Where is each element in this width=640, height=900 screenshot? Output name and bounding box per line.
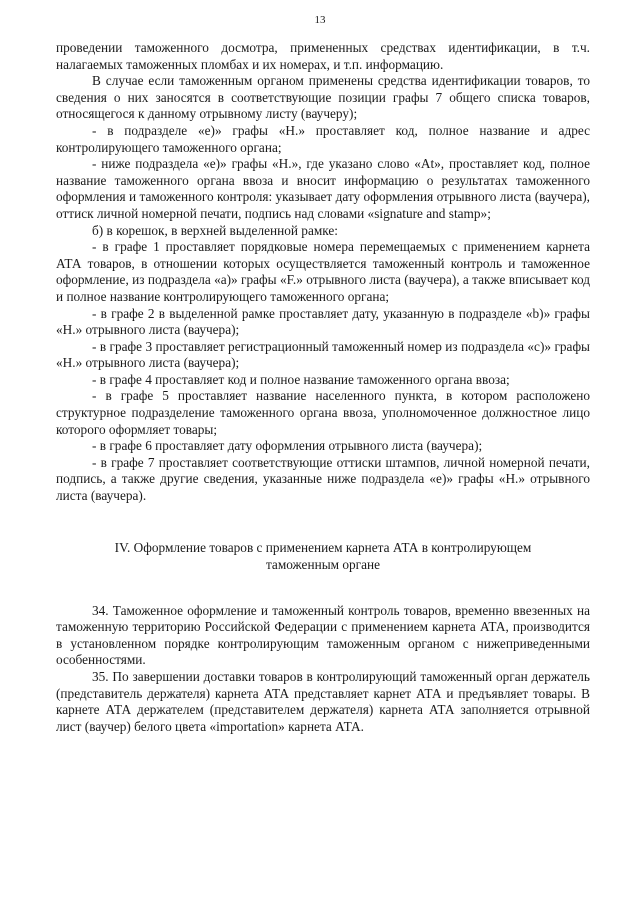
document-body <box>56 40 590 735</box>
paragraph: В случае если таможенным органом применены средства идентификации товаров, то сведения о них заносятся в соответствующие позиции графы 7 общего списка товаров, относящегося к данному отрывному листу (ваучеру); <box>56 73 590 122</box>
paragraph: - в графе 7 проставляет соответствующие оттиски штампов, личной номерной печати, подпись, а также другие сведения, указанные ниже подраздела «e)» графы «H.» отрывного листа (ваучера). <box>56 454 590 504</box>
section-heading-line: IV. Оформление товаров с применением карнета АТА в контролирующем <box>114 539 532 555</box>
numbered-paragraph: 34. Таможенное оформление и таможенный контроль товаров, временно ввезенных на таможенную территорию Российской Федерации с применением карнета АТА, производится в установленном порядке контролирующим таможенным органом с нижеприведенными особенностями. <box>56 602 590 668</box>
paragraph: б) в корешок, в верхней выделенной рамке: <box>92 222 338 238</box>
paragraph: - в графе 1 проставляет порядковые номера перемещаемых с применением карнета АТА товаров, в отношении которых осуществляется таможенный контроль и таможенное оформление, из подраздела «а)» графы «F.» отрывного листа (ваучера), а также вписывает код и полное название контролирующего таможенного органа; <box>56 239 590 304</box>
paragraph: - в графе 4 проставляет код и полное название таможенного органа ввоза; <box>92 371 510 387</box>
page-number: 13 <box>314 14 326 26</box>
paragraph: - в графе 6 проставляет дату оформления отрывного листа (ваучера); <box>92 438 483 454</box>
paragraph: - в подразделе «e)» графы «H.» проставляет код, полное название и адрес контролирующего таможенного органа; <box>56 122 590 155</box>
paragraph: - в графе 5 проставляет название населенного пункта, в котором расположено структурное подразделение таможенного органа ввоза, уполномоченное должностное лицо которого оформляет товары; <box>56 388 590 437</box>
paragraph: - в графе 3 проставляет регистрационный таможенный номер из подраздела «c)» графы «H.» отрывного листа (ваучера); <box>56 338 590 371</box>
paragraph: - в графе 2 в выделенной рамке проставляет дату, указанную в подразделе «b)» графы «H.» отрывного листа (ваучера); <box>56 305 590 338</box>
numbered-paragraph: 35. По завершении доставки товаров в контролирующий таможенный орган держатель (представитель держателя) карнета АТА представляет карнет АТА и предъявляет товары. В карнете АТА держателем (представителем держателя) карнета АТА заполняется отрывной лист (ваучер) белого цвета «importation» карнета АТА. <box>56 669 590 734</box>
paragraph: проведении таможенного досмотра, примененных средствах идентификации, в т.ч. налагаемых таможенных пломбах и их номерах, и т.п. информацию. <box>56 40 590 72</box>
paragraph: - ниже подраздела «e)» графы «H.», где указано слово «At», проставляет код, полное название таможенного органа ввоза и вносит информацию о результатах таможенного оформления и таможенного контроля: указывает дату оформления отрывного листа (ваучера), оттиск личной номерной печати, подпись над словами «signature and stamp»; <box>56 156 590 221</box>
section-heading <box>56 539 590 573</box>
section-heading-line: таможенным органе <box>265 556 381 572</box>
